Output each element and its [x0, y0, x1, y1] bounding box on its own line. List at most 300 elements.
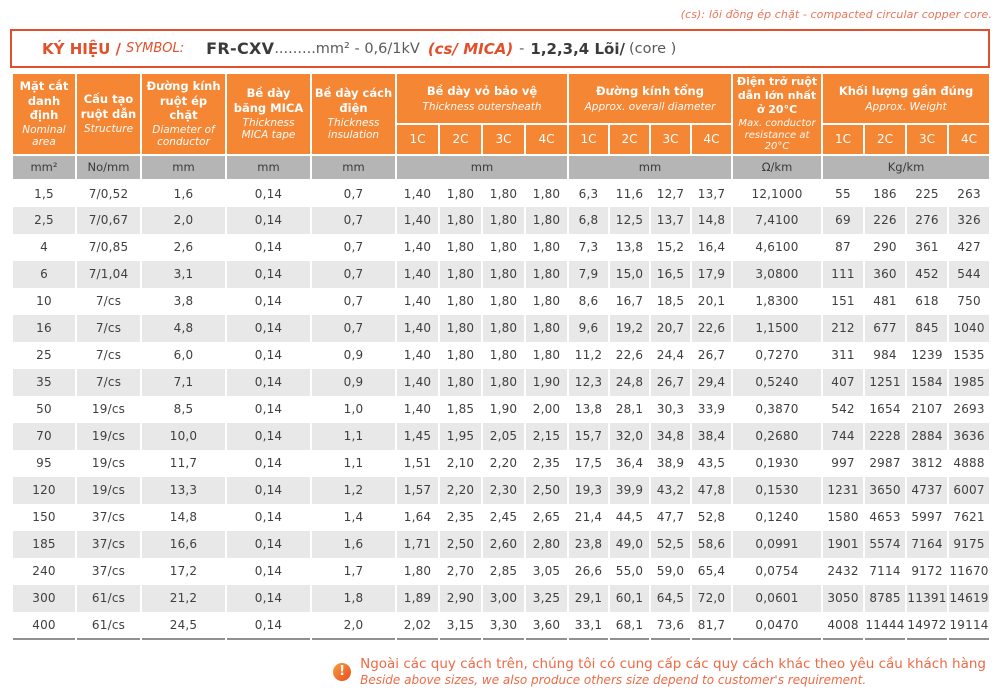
table-cell: 6,3: [568, 180, 609, 207]
table-cell: 4888: [948, 450, 990, 477]
table-cell: 311: [822, 342, 864, 369]
table-cell: 3050: [822, 585, 864, 612]
table-cell: 34,8: [650, 423, 691, 450]
top-note: (cs): lõi đồng ép chặt - compacted circular copper core.: [680, 8, 992, 21]
table-cell: 997: [822, 450, 864, 477]
table-cell: 1,1: [311, 423, 396, 450]
table-cell: 212: [822, 315, 864, 342]
table-row: [12, 477, 990, 504]
table-cell: 0,2680: [732, 423, 822, 450]
table-cell: 0,14: [226, 585, 311, 612]
table-cell: 2693: [948, 396, 990, 423]
table-cell: 984: [864, 342, 906, 369]
table-cell: 0,0601: [732, 585, 822, 612]
table-cell: 65,4: [691, 558, 732, 585]
table-cell: 13,7: [650, 207, 691, 234]
table-cell: 24,4: [650, 342, 691, 369]
table-cell: 3,8: [141, 288, 226, 315]
table-cell: 1,0: [311, 396, 396, 423]
table-cell: 1,80: [439, 234, 482, 261]
table-cell: 23,8: [568, 531, 609, 558]
table-cell: 36,4: [609, 450, 650, 477]
table-cell: 20,1: [691, 288, 732, 315]
column-header-en: Structure: [83, 123, 134, 136]
table-cell: 13,7: [691, 180, 732, 207]
table-cell: 150: [12, 504, 76, 531]
table-cell: 6: [12, 261, 76, 288]
table-cell: 0,3870: [732, 396, 822, 423]
table-cell: 30,3: [650, 396, 691, 423]
table-cell: 1,6: [311, 531, 396, 558]
column-header-vn: Khối lượng gần đúng: [838, 84, 974, 99]
table-cell: 2987: [864, 450, 906, 477]
table-cell: 95: [12, 450, 76, 477]
core-count-header: 1C: [822, 124, 864, 155]
table-cell: 1,40: [396, 315, 439, 342]
table-cell: 8,6: [568, 288, 609, 315]
table-cell: 290: [864, 234, 906, 261]
table-cell: 6,8: [568, 207, 609, 234]
table-cell: 1,80: [439, 342, 482, 369]
column-header: [141, 73, 226, 155]
table-cell: 0,14: [226, 207, 311, 234]
table-cell: 12,3: [568, 369, 609, 396]
table-cell: 0,7270: [732, 342, 822, 369]
table-cell: 13,3: [141, 477, 226, 504]
table-cell: 618: [906, 288, 948, 315]
table-cell: 2,6: [141, 234, 226, 261]
table-cell: 0,14: [226, 558, 311, 585]
table-cell: 1,80: [525, 234, 568, 261]
table-cell: 481: [864, 288, 906, 315]
column-header-vn: Mặt cắt danh định: [19, 79, 69, 122]
column-header-vn: Cấu tạo ruột dẫn: [80, 92, 137, 121]
table-cell: 326: [948, 207, 990, 234]
table-cell: 16,7: [609, 288, 650, 315]
table-cell: 0,14: [226, 180, 311, 207]
table-cell: 2228: [864, 423, 906, 450]
table-cell: 24,8: [609, 369, 650, 396]
table-cell: 7/cs: [76, 342, 141, 369]
table-cell: 55: [822, 180, 864, 207]
table-cell: 0,14: [226, 612, 311, 639]
table-row: [12, 261, 990, 288]
column-header-vn: Đường kính tổng: [596, 84, 704, 99]
table-cell: 1231: [822, 477, 864, 504]
table-cell: 2432: [822, 558, 864, 585]
table-cell: 3,1: [141, 261, 226, 288]
core-count-header: 1C: [396, 124, 439, 155]
table-cell: 14972: [906, 612, 948, 639]
table-cell: 263: [948, 180, 990, 207]
table-cell: 1,80: [482, 369, 525, 396]
table-cell: 0,14: [226, 261, 311, 288]
table-cell: 2,02: [396, 612, 439, 639]
table-cell: 2,20: [482, 450, 525, 477]
column-header: [76, 73, 141, 155]
table-cell: 1,80: [439, 288, 482, 315]
table-cell: 427: [948, 234, 990, 261]
mica-label: (cs/ MICA): [427, 39, 514, 58]
table-cell: 1,80: [482, 234, 525, 261]
table-cell: 3,30: [482, 612, 525, 639]
table-cell: 0,9: [311, 342, 396, 369]
table-cell: 1,80: [482, 315, 525, 342]
table-cell: 2,00: [525, 396, 568, 423]
table-cell: 47,7: [650, 504, 691, 531]
table-cell: 0,14: [226, 342, 311, 369]
table-cell: 2,60: [482, 531, 525, 558]
table-cell: 2,5: [12, 207, 76, 234]
table-cell: 361: [906, 234, 948, 261]
table-cell: 1,40: [396, 261, 439, 288]
table-cell: 0,1530: [732, 477, 822, 504]
table-cell: 2,15: [525, 423, 568, 450]
table-cell: 52,5: [650, 531, 691, 558]
table-cell: 1,1500: [732, 315, 822, 342]
table-cell: 1,64: [396, 504, 439, 531]
table-cell: 1,1: [311, 450, 396, 477]
table-cell: 37/cs: [76, 531, 141, 558]
table-cell: 29,4: [691, 369, 732, 396]
table-cell: 0,9: [311, 369, 396, 396]
table-row: [12, 531, 990, 558]
table-cell: 2,80: [525, 531, 568, 558]
column-header-en: Approx. overall diameter: [584, 100, 716, 113]
table-cell: 1,4: [311, 504, 396, 531]
table-cell: 58,6: [691, 531, 732, 558]
table-cell: 15,0: [609, 261, 650, 288]
table-cell: 544: [948, 261, 990, 288]
table-cell: 1239: [906, 342, 948, 369]
table-cell: 1,80: [525, 315, 568, 342]
table-cell: 0,7: [311, 261, 396, 288]
table-cell: 16,4: [691, 234, 732, 261]
table-row: [12, 207, 990, 234]
table-cell: 39,9: [609, 477, 650, 504]
table-cell: 1,80: [482, 180, 525, 207]
column-header-vn: Đường kính ruột ép chặt: [146, 79, 221, 122]
table-cell: 0,14: [226, 234, 311, 261]
table-cell: 0,14: [226, 288, 311, 315]
exclamation-icon: !: [333, 663, 351, 681]
column-header: [311, 73, 396, 155]
table-cell: 677: [864, 315, 906, 342]
table-cell: 1,90: [525, 369, 568, 396]
table-cell: 276: [906, 207, 948, 234]
table-cell: 21,2: [141, 585, 226, 612]
table-cell: 3636: [948, 423, 990, 450]
table-cell: 87: [822, 234, 864, 261]
column-header-vn: Bề dày băng MICA: [233, 86, 304, 115]
table-cell: 185: [12, 531, 76, 558]
table-cell: 17,9: [691, 261, 732, 288]
separator-dash: -: [519, 40, 525, 57]
table-cell: 0,7: [311, 180, 396, 207]
table-row: [12, 234, 990, 261]
table-cell: 17,5: [568, 450, 609, 477]
table-cell: 11444: [864, 612, 906, 639]
table-cell: 0,1240: [732, 504, 822, 531]
table-cell: 3,00: [482, 585, 525, 612]
table-row: [12, 450, 990, 477]
table-cell: 0,0991: [732, 531, 822, 558]
table-cell: 2,0: [141, 207, 226, 234]
table-cell: 13,8: [609, 234, 650, 261]
table-cell: 24,5: [141, 612, 226, 639]
core-count-header: 1C: [568, 124, 609, 155]
table-cell: 1,2: [311, 477, 396, 504]
table-cell: 0,1930: [732, 450, 822, 477]
table-cell: 21,4: [568, 504, 609, 531]
table-cell: 240: [12, 558, 76, 585]
table-cell: 61/cs: [76, 585, 141, 612]
table-cell: 1,6: [141, 180, 226, 207]
table-cell: 22,6: [609, 342, 650, 369]
table-cell: 43,5: [691, 450, 732, 477]
table-cell: 8785: [864, 585, 906, 612]
table-cell: 15,7: [568, 423, 609, 450]
table-cell: 300: [12, 585, 76, 612]
table-cell: 1,51: [396, 450, 439, 477]
table-cell: 3,15: [439, 612, 482, 639]
core-count-header: 3C: [482, 124, 525, 155]
table-row: [12, 369, 990, 396]
table-cell: 111: [822, 261, 864, 288]
table-cell: 73,6: [650, 612, 691, 639]
unit-cell: mm: [311, 155, 396, 180]
table-cell: 33,9: [691, 396, 732, 423]
product-code: FR-CXV: [206, 39, 275, 58]
table-cell: 61/cs: [76, 612, 141, 639]
column-header-vn: Bề dày cách điện: [314, 86, 393, 115]
table-cell: 50: [12, 396, 76, 423]
table-cell: 29,1: [568, 585, 609, 612]
table-cell: 1535: [948, 342, 990, 369]
table-row: [12, 558, 990, 585]
table-cell: 11,2: [568, 342, 609, 369]
table-cell: 186: [864, 180, 906, 207]
column-header: [822, 73, 990, 124]
unit-cell: mm²: [12, 155, 76, 180]
column-header-en: Diameter of conductor: [152, 124, 215, 149]
table-cell: 16: [12, 315, 76, 342]
table-cell: 18,5: [650, 288, 691, 315]
column-header-en: Approx. Weight: [865, 100, 947, 113]
column-header-vn: Bề dày vỏ bảo vệ: [426, 84, 538, 99]
unit-cell: Ω/km: [732, 155, 822, 180]
table-cell: 15,2: [650, 234, 691, 261]
table-cell: 9175: [948, 531, 990, 558]
table-cell: 0,7: [311, 288, 396, 315]
table-cell: 1584: [906, 369, 948, 396]
table-cell: 28,1: [609, 396, 650, 423]
table-cell: 1,5: [12, 180, 76, 207]
table-cell: 20,7: [650, 315, 691, 342]
table-cell: 1,80: [525, 261, 568, 288]
table-cell: 3650: [864, 477, 906, 504]
column-header-en: Thickness insulation: [327, 117, 380, 142]
table-cell: 19114: [948, 612, 990, 639]
table-cell: 7/0,85: [76, 234, 141, 261]
table-cell: 16,5: [650, 261, 691, 288]
table-cell: 452: [906, 261, 948, 288]
table-cell: 7621: [948, 504, 990, 531]
table-cell: 7,9: [568, 261, 609, 288]
table-cell: 10,0: [141, 423, 226, 450]
table-cell: 1,80: [525, 207, 568, 234]
table-cell: 3,25: [525, 585, 568, 612]
table-cell: 542: [822, 396, 864, 423]
table-cell: 7/cs: [76, 315, 141, 342]
table-cell: 226: [864, 207, 906, 234]
table-cell: 151: [822, 288, 864, 315]
table-cell: 1,80: [525, 288, 568, 315]
unit-cell: No/mm: [76, 155, 141, 180]
table-cell: 32,0: [609, 423, 650, 450]
table-cell: 43,2: [650, 477, 691, 504]
table-cell: 72,0: [691, 585, 732, 612]
table-row: [12, 423, 990, 450]
table-cell: 13,8: [568, 396, 609, 423]
table-cell: 69: [822, 207, 864, 234]
table-cell: 2,30: [482, 477, 525, 504]
table-cell: 4008: [822, 612, 864, 639]
unit-cell: Kg/km: [822, 155, 990, 180]
unit-cell: mm: [141, 155, 226, 180]
footer-text: [360, 656, 986, 688]
table-cell: 19/cs: [76, 450, 141, 477]
table-cell: 12,1000: [732, 180, 822, 207]
table-cell: 1,40: [396, 396, 439, 423]
table-cell: 1,80: [525, 342, 568, 369]
table-cell: 1,40: [396, 342, 439, 369]
table-cell: 47,8: [691, 477, 732, 504]
table-cell: 225: [906, 180, 948, 207]
table-cell: 360: [864, 261, 906, 288]
table-cell: 8,5: [141, 396, 226, 423]
table-cell: 7/cs: [76, 288, 141, 315]
core-count-header: 3C: [650, 124, 691, 155]
table-row: [12, 612, 990, 639]
table-cell: 1,57: [396, 477, 439, 504]
table-cell: 2,85: [482, 558, 525, 585]
footer-note-vn: Ngoài các quy cách trên, chúng tôi có cung cấp các quy cách khác theo yêu cầu khách hàng: [360, 656, 986, 672]
table-cell: 4737: [906, 477, 948, 504]
table-cell: 0,14: [226, 315, 311, 342]
table-cell: 6007: [948, 477, 990, 504]
table-cell: 1,85: [439, 396, 482, 423]
core-count-header: 2C: [864, 124, 906, 155]
cores-label-vn: 1,2,3,4 Lõi/: [530, 39, 625, 58]
table-row: [12, 396, 990, 423]
table-row: [12, 288, 990, 315]
table-cell: 1,40: [396, 288, 439, 315]
table-cell: 3812: [906, 450, 948, 477]
table-cell: 7/cs: [76, 369, 141, 396]
spec-table: [11, 72, 991, 640]
table-cell: 26,7: [691, 342, 732, 369]
table-cell: 1,40: [396, 207, 439, 234]
table-cell: 49,0: [609, 531, 650, 558]
table-cell: 68,1: [609, 612, 650, 639]
table-cell: 0,14: [226, 423, 311, 450]
table-cell: 2,0: [311, 612, 396, 639]
table-cell: 0,14: [226, 531, 311, 558]
table-cell: 7,4100: [732, 207, 822, 234]
column-header: [568, 73, 732, 124]
table-cell: 1985: [948, 369, 990, 396]
column-header: [226, 73, 311, 155]
column-header: [396, 73, 568, 124]
table-cell: 1,45: [396, 423, 439, 450]
table-cell: 2,35: [525, 450, 568, 477]
table-cell: 19/cs: [76, 477, 141, 504]
table-cell: 1,80: [525, 180, 568, 207]
table-cell: 35: [12, 369, 76, 396]
table-cell: 14619: [948, 585, 990, 612]
table-cell: 0,14: [226, 477, 311, 504]
unit-cell: mm: [396, 155, 568, 180]
table-cell: 2,70: [439, 558, 482, 585]
table-cell: 0,7: [311, 315, 396, 342]
table-wrapper: [11, 72, 991, 640]
table-cell: 9172: [906, 558, 948, 585]
table-cell: 744: [822, 423, 864, 450]
core-count-header: 4C: [691, 124, 732, 155]
table-cell: 2,10: [439, 450, 482, 477]
core-count-header: 4C: [948, 124, 990, 155]
table-row: [12, 315, 990, 342]
table-cell: 1901: [822, 531, 864, 558]
table-cell: 7/1,04: [76, 261, 141, 288]
table-cell: 70: [12, 423, 76, 450]
column-header: [732, 73, 822, 155]
table-cell: 1,40: [396, 234, 439, 261]
table-cell: 1251: [864, 369, 906, 396]
table-cell: 7/0,52: [76, 180, 141, 207]
table-cell: 1,95: [439, 423, 482, 450]
table-cell: 2,90: [439, 585, 482, 612]
core-count-header: 4C: [525, 124, 568, 155]
core-count-header: 3C: [906, 124, 948, 155]
table-cell: 0,14: [226, 369, 311, 396]
table-cell: 7,3: [568, 234, 609, 261]
column-header-en: Thickness outersheath: [422, 100, 542, 113]
table-cell: 64,5: [650, 585, 691, 612]
table-row: [12, 504, 990, 531]
table-cell: 44,5: [609, 504, 650, 531]
table-cell: 1580: [822, 504, 864, 531]
table-cell: 10: [12, 288, 76, 315]
table-cell: 12,5: [609, 207, 650, 234]
table-cell: 26,6: [568, 558, 609, 585]
table-cell: 14,8: [691, 207, 732, 234]
table-cell: 7114: [864, 558, 906, 585]
table-cell: 7164: [906, 531, 948, 558]
table-row: [12, 342, 990, 369]
table-cell: 14,8: [141, 504, 226, 531]
table-cell: 120: [12, 477, 76, 504]
table-cell: 1,80: [396, 558, 439, 585]
table-cell: 19/cs: [76, 396, 141, 423]
symbol-bar: [10, 29, 990, 68]
table-cell: 1,89: [396, 585, 439, 612]
table-cell: 1,71: [396, 531, 439, 558]
table-cell: 81,7: [691, 612, 732, 639]
column-header-en: Max. conductor resistance at 20°C: [738, 118, 816, 153]
table-cell: 1,80: [482, 207, 525, 234]
